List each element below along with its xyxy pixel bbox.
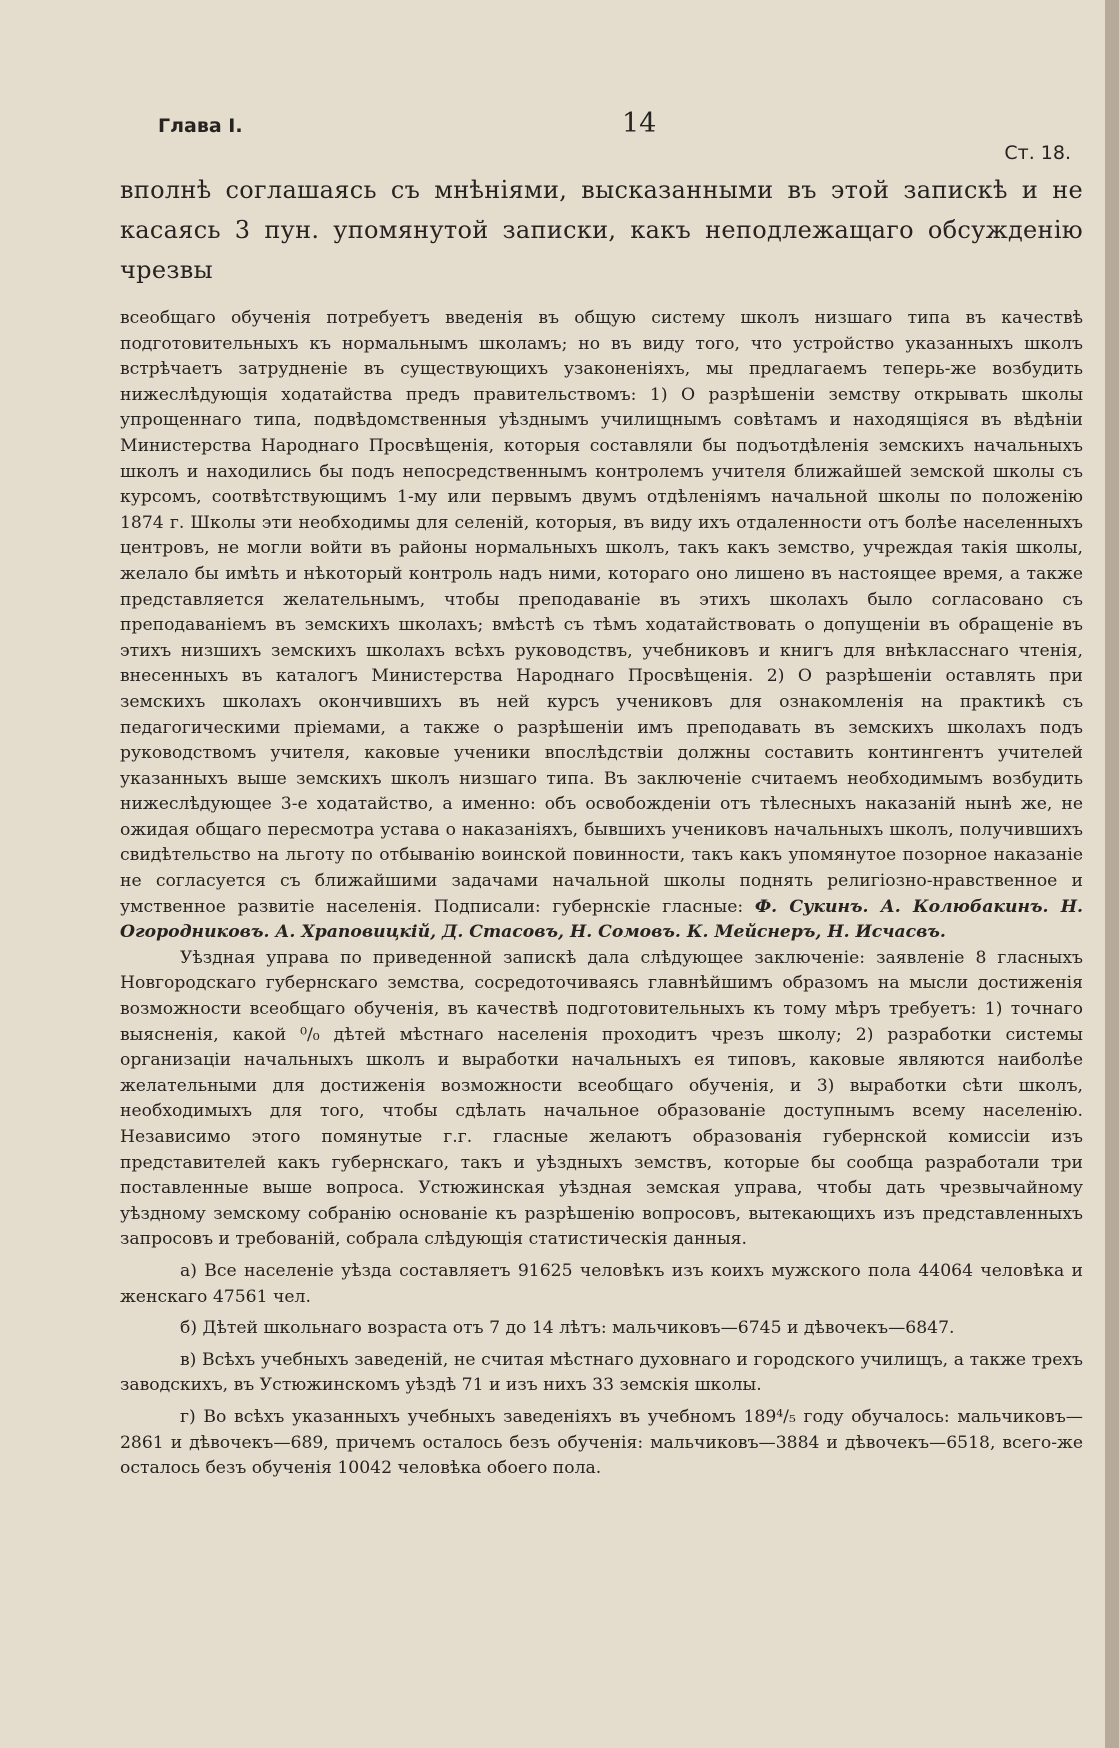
signatures: Ф. Сукинъ. А. Колюбакинъ. Н. Огородниковъ. А. Храповицкій, Д. Стасовъ, Н. Сомовъ. К. Мейснеръ, Н. Исчасвъ. xyxy=(120,896,1083,943)
council-conclusion-paragraph: Уѣздная управа по приведенной запискѣ дала слѣдующее заключеніе: заявленіе 8 гласныхъ Новгородскаго губернскаго земства, сосредоточиваясь главнѣйшимъ образомъ на мысли достиженія возможности всеобщаго обученія, въ качествѣ подготовительныхъ къ тому мѣръ требуетъ: 1) точнаго выясненія, какой ⁰/₀ дѣтей мѣстнаго населенія проходитъ чрезъ школу; 2) разработки системы организаціи начальныхъ школъ и выработки начальныхъ ея типовъ, каковые являются наиболѣе желательными для достиженія возможности всеобщаго обученія, и 3) выработки сѣти школъ, необходимыхъ для того, чтобы сдѣлать начальное образованіе доступнымъ всему населенію. Независимо этого помянутые г.г. гласные желаютъ образованія губернской комиссіи изъ представителей какъ губернскаго, такъ и уѣздныхъ земствъ, которые бы сообща разработали три поставленные выше вопроса. Устюжинская уѣздная земская управа, чтобы дать чрезвычайному уѣздному земскому собранію основаніе къ разрѣшенію вопросовъ, вытекающихъ изъ представленныхъ запросовъ и требованій, собрала слѣдующія статистическія данныя. xyxy=(120,947,1083,1250)
statistic-a: а) Все населеніе уѣзда составляетъ 91625 человѣкъ изъ коихъ мужского пола 44064 человѣка и женскаго 47561 чел. xyxy=(120,1260,1083,1307)
statistic-d: г) Во всѣхъ указанныхъ учебныхъ заведеніяхъ въ учебномъ 189⁴/₅ году обучалось: мальчиковъ—2861 и дѣвочекъ—689, причемъ осталось безъ обученія: мальчиковъ—3884 и дѣвочекъ—6518, всего-же осталось безъ обученія 10042 человѣка обоего пола. xyxy=(120,1406,1083,1479)
body-text xyxy=(120,306,1083,1482)
proposal-paragraph xyxy=(120,306,1083,946)
proposal-text: всеобщаго обученія потребуетъ введенія въ общую систему школъ низшаго типа въ качествѣ подготовительныхъ къ нормальнымъ школамъ; но въ виду того, что устройство указанныхъ школъ встрѣчаетъ затрудненіе въ существующихъ узаконеніяхъ, мы предлагаемъ теперь-же возбудить нижеслѣдующія ходатайства предъ правительствомъ: 1) О разрѣшеніи земству открывать школы упрощеннаго типа, подвѣдомственныя уѣзднымъ училищнымъ совѣтамъ и находящіяся въ вѣдѣніи Министерства Народнаго Просвѣщенія, которыя составляли бы подъотдѣленія земскихъ начальныхъ школъ и находились бы подъ непосредственнымъ контролемъ учителя ближайшей земской школы съ курсомъ, соотвѣтствующимъ 1-му или первымъ двумъ отдѣленіямъ начальной школы по положенію 1874 г. Школы эти необходимы для селеній, которыя, въ виду ихъ отдаленности отъ болѣе населенныхъ центровъ, не могли войти въ районы нормальныхъ школъ, такъ какъ земство, учреждая такія школы, желало бы имѣть и нѣкоторый контроль надъ ними, котораго оно лишено въ настоящее время, а также представляется желательнымъ, чтобы преподаваніе въ этихъ школахъ было согласовано съ преподаваніемъ въ земскихъ школахъ; вмѣстѣ съ тѣмъ ходатайствовать о допущеніи въ обращеніе въ этихъ низшихъ земскихъ школахъ всѣхъ руководствъ, учебниковъ и книгъ для внѣкласснаго чтенія, внесенныхъ въ каталогъ Министерства Народнаго Просвѣщенія. 2) О разрѣшеніи оставлять при земскихъ школахъ окончившихъ въ ней курсъ учениковъ для ознакомленія на практикѣ съ педагогическими пріемами, а также о разрѣшеніи имъ преподавать въ земскихъ школахъ подъ руководствомъ учителя, каковые ученики впослѣдствіи должны составить контингентъ учителей указанныхъ выше земскихъ школъ низшаго типа. Въ заключеніе считаемъ необходимымъ возбудить нижеслѣдующее 3-е ходатайство, а именно: объ освобожденіи отъ тѣлесныхъ наказаній нынѣ же, не ожидая общаго пересмотра устава о наказаніяхъ, бывшихъ учениковъ начальныхъ школъ, получившихъ свидѣтельство на льготу по отбыванію воинской повинности, такъ какъ упомянутое позорное наказаніе не согласуется съ ближайшими задачами начальной школы поднять религіозно-нравственное и умственное развитіе населенія. Подписали: губернскіе гласные: xyxy=(120,308,1083,917)
page-edge-shadow xyxy=(1105,0,1119,1748)
lead-paragraph: вполнѣ соглашаясь съ мнѣніями, высказанными въ этой запискѣ и не касаясь 3 пун. упомянутой записки, какъ неподлежащаго обсужденію чрезвы xyxy=(120,176,1083,284)
statistic-b: б) Дѣтей школьнаго возраста отъ 7 до 14 лѣтъ: мальчиковъ—6745 и дѣвочекъ—6847. xyxy=(180,1318,955,1339)
statistic-c: в) Всѣхъ учебныхъ заведеній, не считая мѣстнаго духовнаго и городского училищъ, а также трехъ заводскихъ, въ Устюжинскомъ уѣздѣ 71 и изъ нихъ 33 земскія школы. xyxy=(120,1349,1083,1396)
page-header xyxy=(120,100,1083,170)
chapter-label: Глава I. xyxy=(158,115,243,137)
article-label: Ст. 18. xyxy=(1004,142,1071,164)
page-number: 14 xyxy=(622,108,657,139)
